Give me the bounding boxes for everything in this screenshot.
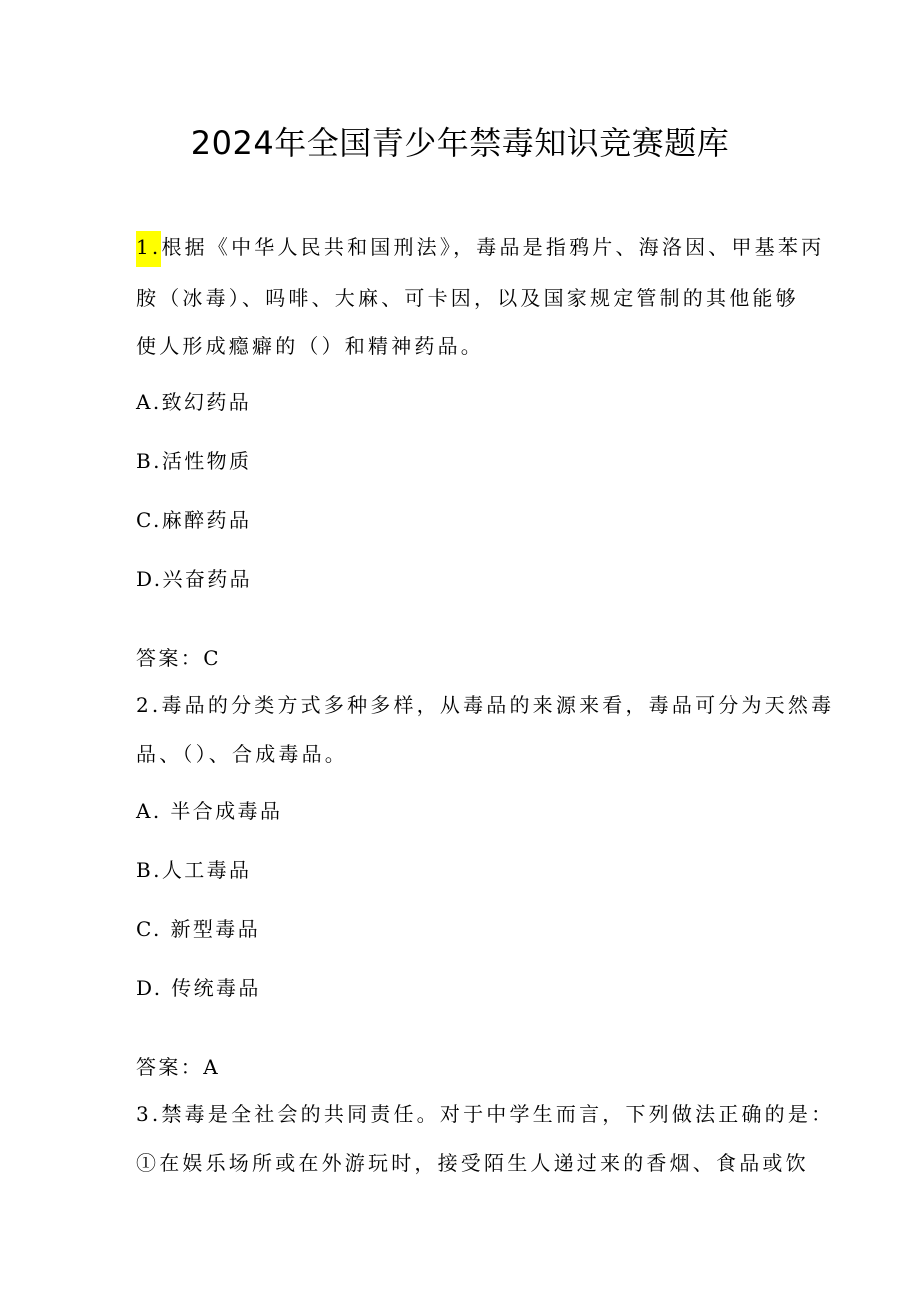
q1-line-1	[136, 233, 824, 261]
q2-option-b: B.人工毒品	[136, 858, 252, 882]
q1-answer: 答案：C	[136, 646, 221, 670]
q1-number-highlight: 1.	[136, 231, 161, 267]
document-title: 2024年全国青少年禁毒知识竞赛题库	[190, 124, 730, 162]
q1-option-d: D.兴奋药品	[136, 567, 253, 591]
q1-option-b: B.活性物质	[136, 449, 252, 473]
q1-line-3: 使人形成瘾癖的（）和精神药品。	[136, 334, 484, 358]
q1-option-a: A.致幻药品	[136, 390, 252, 414]
q2-option-c: C. 新型毒品	[136, 917, 261, 941]
q1-line-2: 胺（冰毒）、吗啡、大麻、可卡因，以及国家规定管制的其他能够	[136, 286, 799, 310]
q2-answer: 答案：A	[136, 1055, 221, 1079]
q3-line-2: ①在娱乐场所或在外游玩时，接受陌生人递过来的香烟、食品或饮	[136, 1151, 809, 1175]
q3-line-1: 3.禁毒是全社会的共同责任。对于中学生而言，下列做法正确的是：	[136, 1102, 835, 1126]
q2-option-d: D. 传统毒品	[136, 976, 261, 1000]
q2-line-2: 品、（）、合成毒品。	[136, 742, 348, 766]
q2-line-1: 2.毒品的分类方式多种多样，从毒品的来源来看，毒品可分为天然毒	[136, 693, 835, 717]
q1-option-c: C.麻醉药品	[136, 508, 252, 532]
q2-option-a: A. 半合成毒品	[136, 799, 283, 823]
q1-text-1: 根据《中华人民共和国刑法》，毒品是指鸦片、海洛因、甲基苯丙	[161, 235, 825, 259]
